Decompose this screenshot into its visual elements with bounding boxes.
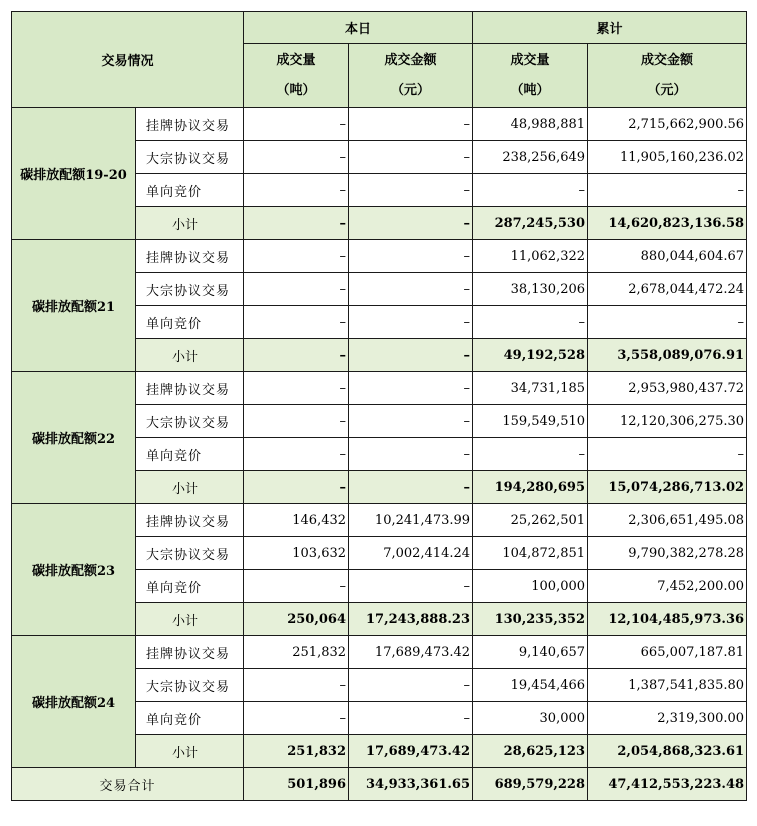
cum-amount-cell: 3,558,089,076.91 xyxy=(588,339,747,372)
total-label: 交易合计 xyxy=(12,768,244,801)
trade-type-cell: 单向竞价 xyxy=(136,702,244,735)
category-cell: 碳排放配额22 xyxy=(12,372,136,504)
cum-volume-cell: 194,280,695 xyxy=(473,471,588,504)
cum-amount-cell: 2,715,662,900.56 xyxy=(588,108,747,141)
today-volume-cell: – xyxy=(244,273,349,306)
cum-amount-cell: 12,120,306,275.30 xyxy=(588,405,747,438)
trade-type-cell: 单向竞价 xyxy=(136,438,244,471)
cum-amount-cell: 7,452,200.00 xyxy=(588,570,747,603)
today-amount-cell: – xyxy=(349,339,473,372)
cum-amount-cell: 1,387,541,835.80 xyxy=(588,669,747,702)
today-volume-cell: – xyxy=(244,570,349,603)
cum-volume-cell: – xyxy=(473,438,588,471)
today-volume-cell: – xyxy=(244,240,349,273)
trade-type-cell: 挂牌协议交易 xyxy=(136,504,244,537)
today-volume-cell: – xyxy=(244,306,349,339)
cum-volume-cell: 25,262,501 xyxy=(473,504,588,537)
today-amount-cell: 34,933,361.65 xyxy=(349,768,473,801)
cum-amount-cell: 14,620,823,136.58 xyxy=(588,207,747,240)
today-volume-cell: 251,832 xyxy=(244,636,349,669)
cum-amount-cell: 47,412,553,223.48 xyxy=(588,768,747,801)
today-amount-cell: – xyxy=(349,306,473,339)
cum-volume-cell: 100,000 xyxy=(473,570,588,603)
trade-type-cell: 挂牌协议交易 xyxy=(136,108,244,141)
header-today-volume xyxy=(244,44,349,108)
today-amount-cell: – xyxy=(349,372,473,405)
today-amount-cell: – xyxy=(349,669,473,702)
today-amount-cell: – xyxy=(349,438,473,471)
subtotal-label: 小计 xyxy=(136,735,244,768)
cum-volume-cell: 28,625,123 xyxy=(473,735,588,768)
table-row xyxy=(12,372,747,405)
amount-label: 成交金额 xyxy=(384,52,437,68)
volume-label: 成交量 xyxy=(510,52,550,68)
today-volume-cell: 146,432 xyxy=(244,504,349,537)
today-volume-cell: – xyxy=(244,174,349,207)
today-amount-cell: – xyxy=(349,207,473,240)
trade-type-cell: 大宗协议交易 xyxy=(136,537,244,570)
subtotal-label: 小计 xyxy=(136,207,244,240)
today-volume-cell: – xyxy=(244,372,349,405)
today-amount-cell: – xyxy=(349,240,473,273)
subtotal-label: 小计 xyxy=(136,603,244,636)
amount-unit: （元） xyxy=(391,82,431,98)
cum-volume-cell: 287,245,530 xyxy=(473,207,588,240)
cum-volume-cell: 11,062,322 xyxy=(473,240,588,273)
cum-amount-cell: 2,054,868,323.61 xyxy=(588,735,747,768)
cum-volume-cell: 9,140,657 xyxy=(473,636,588,669)
trade-type-cell: 大宗协议交易 xyxy=(136,405,244,438)
today-amount-cell: – xyxy=(349,174,473,207)
cum-amount-cell: 2,306,651,495.08 xyxy=(588,504,747,537)
category-cell: 碳排放配额24 xyxy=(12,636,136,768)
amount-unit: （元） xyxy=(647,82,687,98)
today-amount-cell: – xyxy=(349,405,473,438)
trade-type-cell: 单向竞价 xyxy=(136,570,244,603)
cum-amount-cell: 665,007,187.81 xyxy=(588,636,747,669)
table-row xyxy=(12,108,747,141)
corner-header: 交易情况 xyxy=(12,12,244,108)
cum-volume-cell: 30,000 xyxy=(473,702,588,735)
cum-amount-cell: 2,678,044,472.24 xyxy=(588,273,747,306)
table-row xyxy=(12,240,747,273)
cum-volume-cell: 104,872,851 xyxy=(473,537,588,570)
header-cumulative: 累计 xyxy=(473,12,747,44)
header-cum-amount xyxy=(588,44,747,108)
today-volume-cell: 501,896 xyxy=(244,768,349,801)
today-volume-cell: – xyxy=(244,141,349,174)
cum-volume-cell: 130,235,352 xyxy=(473,603,588,636)
today-amount-cell: 17,243,888.23 xyxy=(349,603,473,636)
cum-amount-cell: 2,319,300.00 xyxy=(588,702,747,735)
cum-amount-cell: 12,104,485,973.36 xyxy=(588,603,747,636)
trade-type-cell: 挂牌协议交易 xyxy=(136,240,244,273)
cum-volume-cell: – xyxy=(473,174,588,207)
trade-type-cell: 单向竞价 xyxy=(136,174,244,207)
today-volume-cell: – xyxy=(244,405,349,438)
header-cum-volume xyxy=(473,44,588,108)
today-amount-cell: 7,002,414.24 xyxy=(349,537,473,570)
trade-type-cell: 大宗协议交易 xyxy=(136,669,244,702)
today-amount-cell: – xyxy=(349,471,473,504)
trade-type-cell: 单向竞价 xyxy=(136,306,244,339)
total-row xyxy=(12,768,747,801)
cum-volume-cell: 34,731,185 xyxy=(473,372,588,405)
category-cell: 碳排放配额23 xyxy=(12,504,136,636)
cum-amount-cell: – xyxy=(588,174,747,207)
today-amount-cell: – xyxy=(349,570,473,603)
trade-summary-table xyxy=(11,11,747,801)
cum-amount-cell: 9,790,382,278.28 xyxy=(588,537,747,570)
today-volume-cell: 103,632 xyxy=(244,537,349,570)
today-volume-cell: – xyxy=(244,438,349,471)
trade-type-cell: 挂牌协议交易 xyxy=(136,372,244,405)
cum-volume-cell: 19,454,466 xyxy=(473,669,588,702)
table-row xyxy=(12,504,747,537)
trade-type-cell: 大宗协议交易 xyxy=(136,273,244,306)
today-amount-cell: – xyxy=(349,702,473,735)
cum-amount-cell: – xyxy=(588,306,747,339)
today-amount-cell: 10,241,473.99 xyxy=(349,504,473,537)
today-volume-cell: 250,064 xyxy=(244,603,349,636)
cum-volume-cell: 49,192,528 xyxy=(473,339,588,372)
header-row-groups xyxy=(12,12,747,44)
cum-amount-cell: 2,953,980,437.72 xyxy=(588,372,747,405)
cum-volume-cell: – xyxy=(473,306,588,339)
cum-volume-cell: 48,988,881 xyxy=(473,108,588,141)
today-amount-cell: – xyxy=(349,273,473,306)
today-volume-cell: – xyxy=(244,207,349,240)
cum-amount-cell: 880,044,604.67 xyxy=(588,240,747,273)
cum-volume-cell: 238,256,649 xyxy=(473,141,588,174)
header-today-amount xyxy=(349,44,473,108)
cum-amount-cell: 11,905,160,236.02 xyxy=(588,141,747,174)
today-volume-cell: – xyxy=(244,702,349,735)
cum-volume-cell: 689,579,228 xyxy=(473,768,588,801)
volume-unit: （吨） xyxy=(510,82,550,98)
today-amount-cell: – xyxy=(349,108,473,141)
today-amount-cell: 17,689,473.42 xyxy=(349,735,473,768)
cum-volume-cell: 38,130,206 xyxy=(473,273,588,306)
today-volume-cell: – xyxy=(244,108,349,141)
subtotal-label: 小计 xyxy=(136,339,244,372)
today-volume-cell: – xyxy=(244,669,349,702)
volume-unit: （吨） xyxy=(276,82,316,98)
cum-amount-cell: 15,074,286,713.02 xyxy=(588,471,747,504)
trade-type-cell: 挂牌协议交易 xyxy=(136,636,244,669)
trade-type-cell: 大宗协议交易 xyxy=(136,141,244,174)
category-cell: 碳排放配额21 xyxy=(12,240,136,372)
category-cell: 碳排放配额19-20 xyxy=(12,108,136,240)
today-volume-cell: 251,832 xyxy=(244,735,349,768)
subtotal-label: 小计 xyxy=(136,471,244,504)
today-volume-cell: – xyxy=(244,471,349,504)
cum-amount-cell: – xyxy=(588,438,747,471)
table-row xyxy=(12,636,747,669)
today-amount-cell: 17,689,473.42 xyxy=(349,636,473,669)
volume-label: 成交量 xyxy=(276,52,316,68)
header-today: 本日 xyxy=(244,12,473,44)
today-volume-cell: – xyxy=(244,339,349,372)
today-amount-cell: – xyxy=(349,141,473,174)
cum-volume-cell: 159,549,510 xyxy=(473,405,588,438)
amount-label: 成交金额 xyxy=(641,52,694,68)
